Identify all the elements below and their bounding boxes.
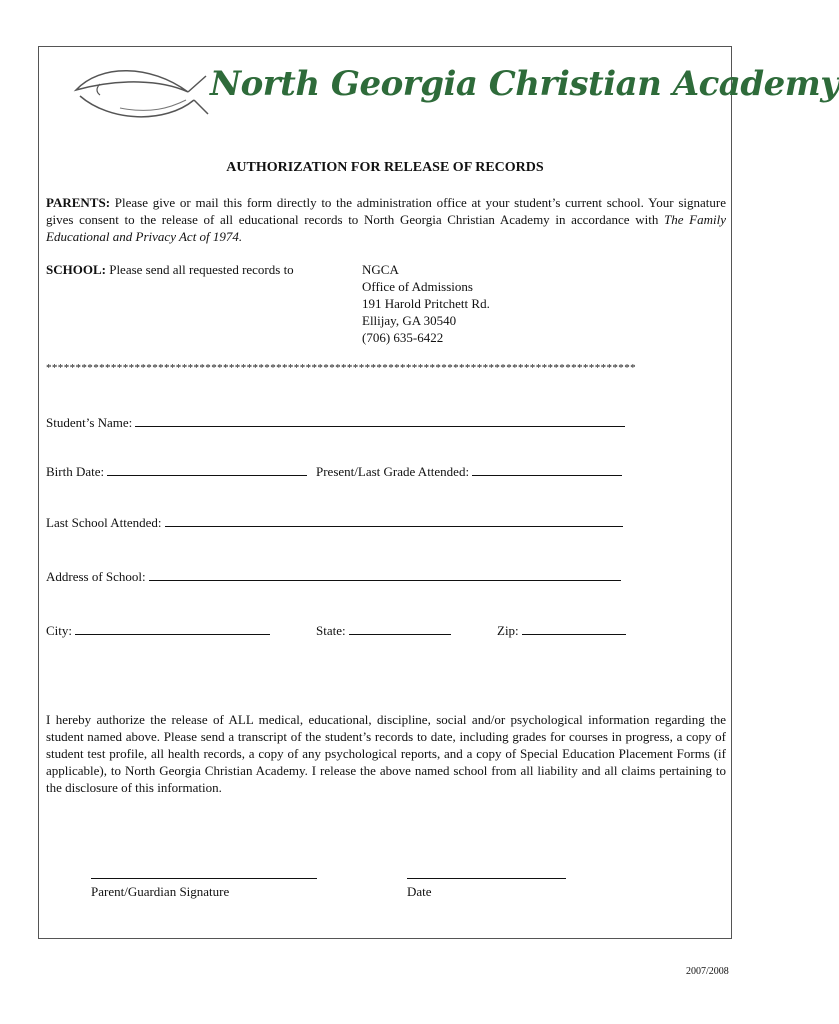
- student-name-field[interactable]: [46, 414, 625, 431]
- school-logo: [70, 62, 839, 140]
- school-name: North Georgia Christian Academy: [210, 64, 839, 104]
- student-name-input[interactable]: [135, 414, 625, 427]
- address-line: NGCA: [362, 262, 399, 277]
- authorization-paragraph: I hereby authorize the release of ALL medical, educational, discipline, social and/or psychological information regarding the student named above. Please send a transcript of the student’s records to date, including grades for courses in progress, a copy of student test profile, all health records, a copy of any psychological reports, and a copy of Special Education Placement Forms (if applicable), to North Georgia Christian Academy. I release the above named school from all liability and all claims pertaining to the disclosure of this information.: [46, 712, 726, 795]
- address-line: Ellijay, GA 30540: [362, 313, 457, 328]
- parents-text: Please give or mail this form directly to the administration office at your student’s current school. Your signature gives consent to the release of all educational records to North Georgia Christian Academy in accordance with: [46, 195, 726, 227]
- page-title: AUTHORIZATION FOR RELEASE OF RECORDS: [226, 160, 544, 175]
- date-line[interactable]: [407, 878, 566, 879]
- grade-input[interactable]: [472, 463, 622, 476]
- form-border: [38, 46, 732, 939]
- last-school-input[interactable]: [165, 514, 623, 527]
- birth-date-field[interactable]: [46, 463, 307, 480]
- grade-label: Present/Last Grade Attended:: [316, 464, 470, 479]
- grade-field[interactable]: [316, 463, 622, 480]
- birth-date-label: Birth Date:: [46, 464, 105, 479]
- school-text: Please send all requested records to: [105, 262, 294, 277]
- mailing-address: [362, 261, 490, 346]
- form-year: 2007/2008: [686, 966, 729, 977]
- state-label: State:: [316, 623, 346, 638]
- school-address-field[interactable]: [46, 568, 621, 585]
- city-field[interactable]: [46, 622, 270, 639]
- date-label: Date: [407, 884, 432, 899]
- city-input[interactable]: [75, 622, 270, 635]
- address-line: (706) 635-6422: [362, 330, 444, 345]
- zip-input[interactable]: [522, 622, 626, 635]
- school-label: SCHOOL:: [46, 262, 106, 277]
- school-address-input[interactable]: [149, 568, 621, 581]
- address-line: Office of Admissions: [362, 279, 473, 294]
- act-title: The Family Educational and Privacy Act of 1974.: [46, 212, 727, 244]
- last-school-field[interactable]: [46, 514, 623, 531]
- last-school-label: Last School Attended:: [46, 515, 162, 530]
- state-field[interactable]: [316, 622, 451, 639]
- parent-signature-line[interactable]: [91, 878, 317, 879]
- zip-field[interactable]: [497, 622, 626, 639]
- parents-paragraph: [46, 194, 726, 245]
- city-label: City:: [46, 623, 73, 638]
- state-input[interactable]: [349, 622, 451, 635]
- school-instruction: [46, 261, 346, 278]
- zip-label: Zip:: [497, 623, 519, 638]
- divider: ****************************************************************************************************: [46, 362, 636, 374]
- address-line: 191 Harold Pritchett Rd.: [362, 296, 490, 311]
- fish-icon: [70, 62, 210, 140]
- school-address-label: Address of School:: [46, 569, 146, 584]
- birth-date-input[interactable]: [107, 463, 307, 476]
- student-name-label: Student’s Name:: [46, 415, 133, 430]
- parents-label: PARENTS:: [46, 195, 111, 210]
- parent-signature-label: Parent/Guardian Signature: [91, 884, 230, 899]
